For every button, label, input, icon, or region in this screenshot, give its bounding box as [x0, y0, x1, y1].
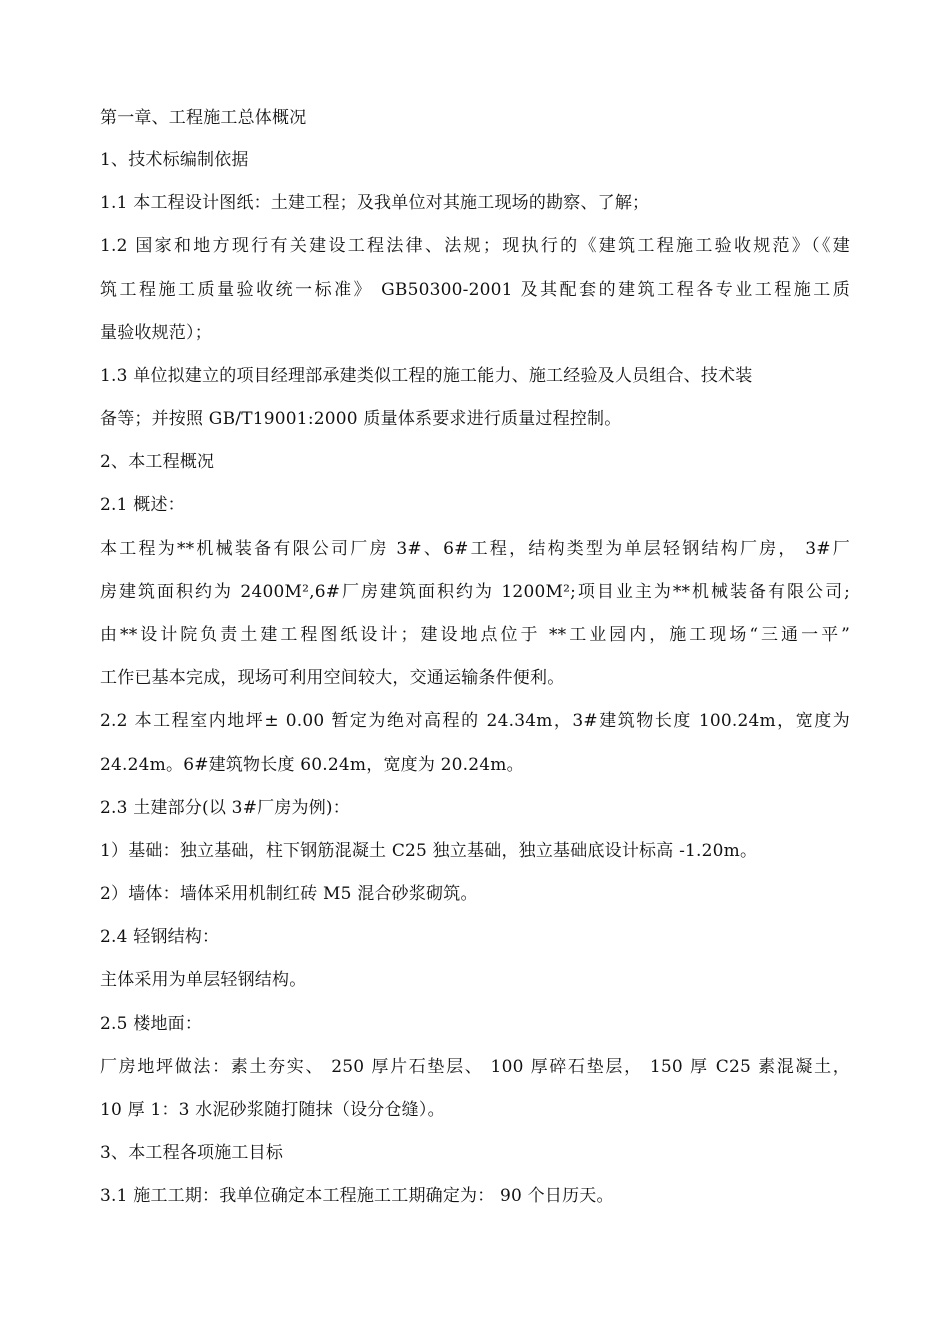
paragraph-line: 3.1 施工工期：我单位确定本工程施工工期确定为： 90 个日历天。: [100, 1186, 614, 1206]
paragraph-line: 1.3 单位拟建立的项目经理部承建类似工程的施工能力、施工经验及人员组合、技术装: [100, 366, 753, 386]
paragraph-line: 本工程为**机械装备有限公司厂房 3#、6#工程，结构类型为单层轻钢结构厂房， 3#厂: [100, 539, 850, 559]
section-heading: 2、本工程概况: [100, 452, 215, 472]
paragraph-line: 2.2 本工程室内地坪± 0.00 暂定为绝对高程的 24.34m，3#建筑物长度 100.24m，宽度为: [100, 711, 850, 731]
paragraph-line: 备等；并按照 GB/T19001:2000 质量体系要求进行质量过程控制。: [100, 409, 622, 429]
subsection-heading: 2.1 概述：: [100, 495, 185, 515]
paragraph-line: 筑工程施工质量验收统一标准》 GB50300-2001 及其配套的建筑工程各专业工程施工质: [100, 280, 850, 300]
paragraph-line: 房建筑面积约为 2400M²,6#厂房建筑面积约为 1200M²;项目业主为**机械装备有限公司;: [100, 582, 850, 602]
paragraph-line: 10 厚 1：3 水泥砂浆随打随抹（设分仓缝）。: [100, 1100, 445, 1120]
paragraph-line: 工作已基本完成，现场可利用空间较大，交通运输条件便利。: [100, 668, 565, 688]
document-page: [100, 0, 850, 1344]
paragraph-line: 1.2 国家和地方现行有关建设工程法律、法规；现执行的《建筑工程施工验收规范》（《建: [100, 236, 850, 256]
section-heading: 1、技术标编制依据: [100, 150, 249, 170]
paragraph-line: 厂房地坪做法：素土夯实、 250 厚片石垫层、 100 厚碎石垫层， 150 厚 C25 素混凝土，: [100, 1057, 850, 1077]
subsection-heading: 2.3 土建部分(以 3#厂房为例)：: [100, 798, 350, 818]
paragraph-line: 量验收规范）；: [100, 323, 212, 343]
subsection-heading: 2.5 楼地面：: [100, 1014, 203, 1034]
paragraph-line: 由**设计院负责土建工程图纸设计；建设地点位于 **工业园内，施工现场“三通一平”: [100, 625, 850, 645]
paragraph-line: 1）基础：独立基础，柱下钢筋混凝土 C25 独立基础，独立基础底设计标高 -1.20m。: [100, 841, 758, 861]
paragraph-line: 1.1 本工程设计图纸：土建工程；及我单位对其施工现场的勘察、了解；: [100, 193, 650, 213]
paragraph-line: 主体采用为单层轻钢结构。: [100, 970, 307, 990]
subsection-heading: 2.4 轻钢结构：: [100, 927, 220, 947]
paragraph-line: 2）墙体：墙体采用机制红砖 M5 混合砂浆砌筑。: [100, 884, 478, 904]
paragraph-line: 24.24m。6#建筑物长度 60.24m，宽度为 20.24m。: [100, 755, 524, 775]
chapter-title: 第一章、工程施工总体概况: [100, 108, 307, 128]
section-heading: 3、本工程各项施工目标: [100, 1143, 284, 1163]
